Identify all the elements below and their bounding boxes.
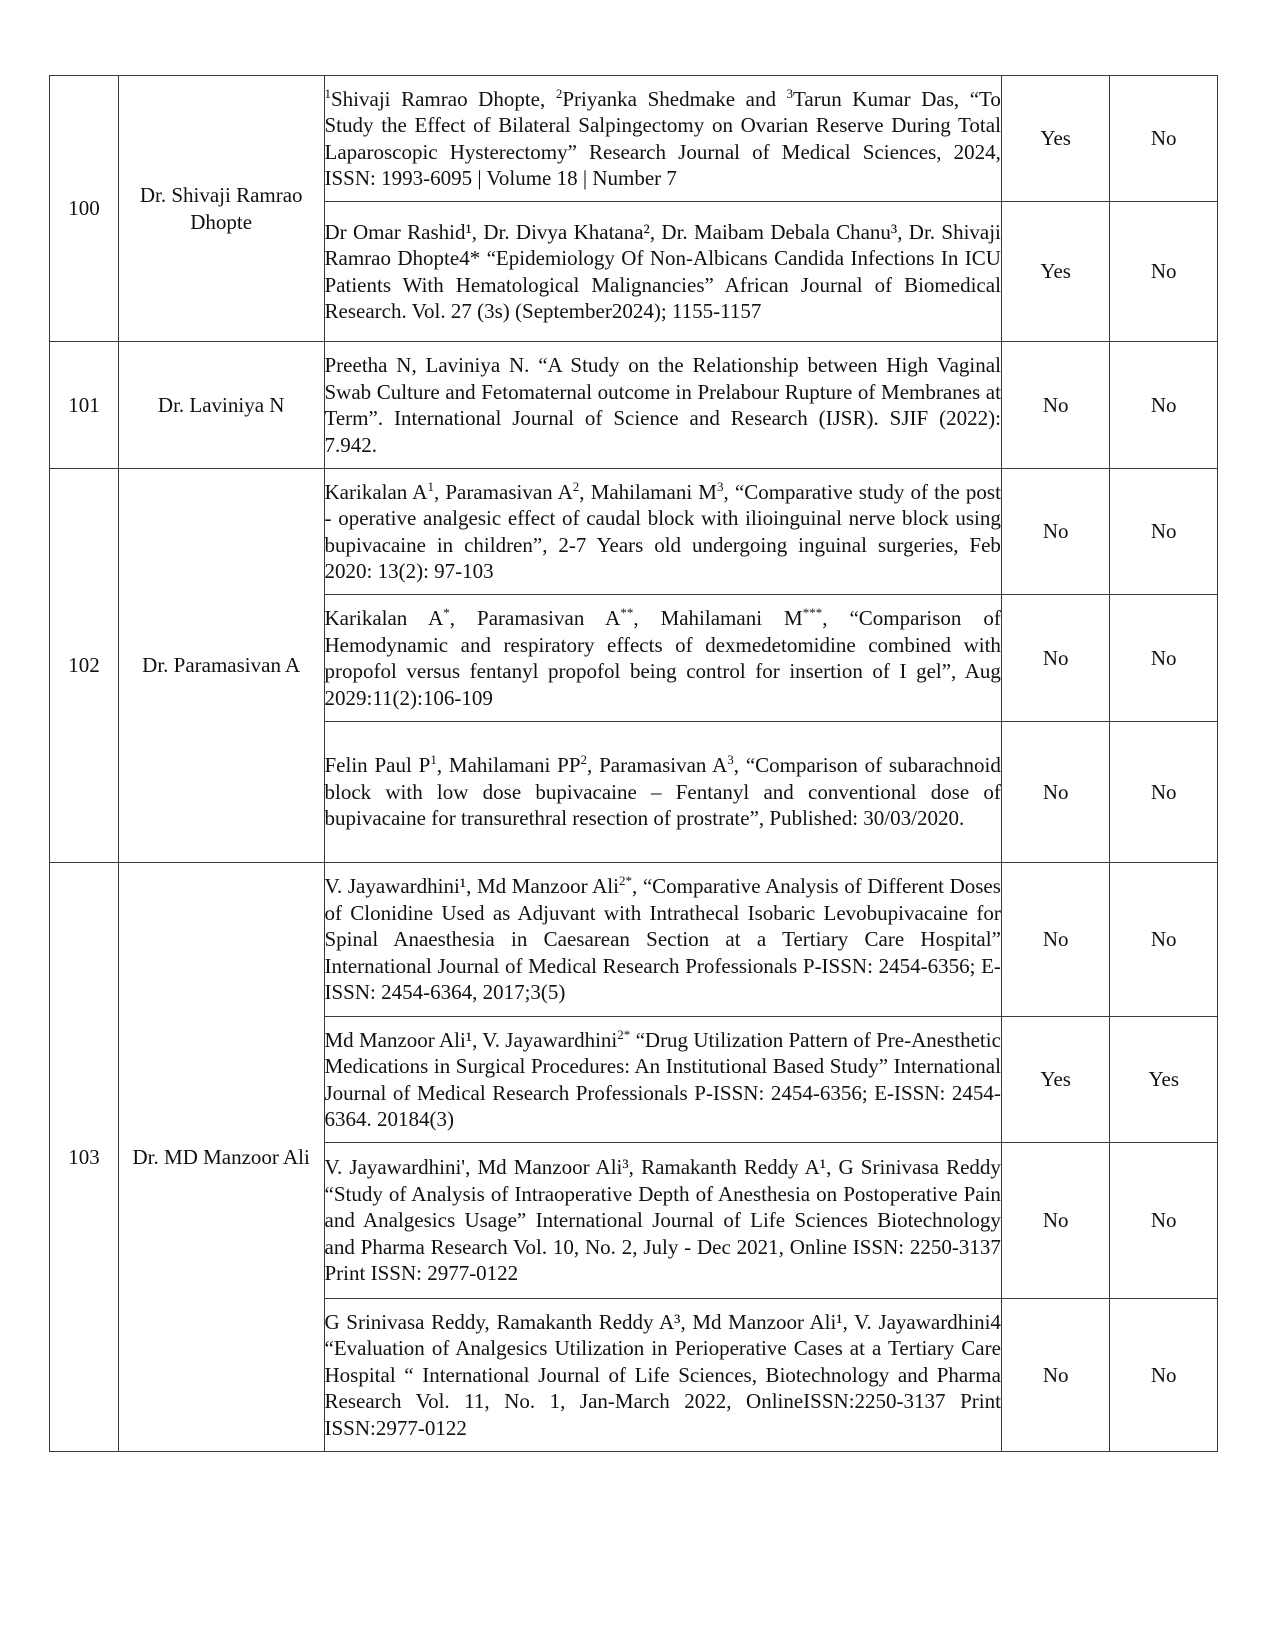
table-row (50, 863, 1218, 1017)
yes-no-cell: No (1110, 202, 1218, 342)
citation-cell: V. Jayawardhini¹, Md Manzoor Ali$^{2*}$, “Comparative Analysis of Different Doses of Clonidine Used as Adjuvant with Intrathecal Isobaric Levobupivacaine for Spinal Anaesthesia in Caesarean Section at a Tertiary Care Hospital” International Journal of Medical Research Professionals P-ISSN: 2454-6356; E-ISSN: 2454-6364, 2017;3(5) (324, 863, 1001, 1017)
citation-cell: Preetha N, Laviniya N. “A Study on the Relationship between High Vaginal Swab Culture and Fetomaternal outcome in Prelabour Rupture of Membranes at Term”. International Journal of Science and Research (IJSR). SJIF (2022): 7.942. (324, 342, 1001, 469)
citation-cell: G Srinivasa Reddy, Ramakanth Reddy A³, Md Manzoor Ali¹, V. Jayawardhini4 “Evaluation of Analgesics Utilization in Perioperative Cases at a Tertiary Care Hospital “ International Journal of Life Sciences, Biotechnology and Pharma Research Vol. 11, No. 1, Jan-March 2022, OnlineISSN:2250-3137 Print ISSN:2977-0122 (324, 1299, 1001, 1452)
yes-no-cell: Yes (1001, 1017, 1110, 1143)
yes-no-cell: No (1001, 1299, 1110, 1452)
citation-cell: V. Jayawardhini', Md Manzoor Ali³, Ramakanth Reddy A¹, G Srinivasa Reddy “Study of Analysis of Intraoperative Depth of Anesthesia on Postoperative Pain and Analgesics Usage” International Journal of Life Sciences Biotechnology and Pharma Research Vol. 10, No. 2, July - Dec 2021, Online ISSN: 2250-3137 Print ISSN: 2977-0122 (324, 1143, 1001, 1299)
citation-cell: Karikalan $A^1$, Paramasivan $A^2$, Mahilamani $M^3$, “Comparative study of the post - operative analgesic effect of caudal block with ilioinguinal nerve block using bupivacaine in children”, 2-7 Years old undergoing inguinal surgeries, Feb 2020: 13(2): 97-103 (324, 469, 1001, 595)
table-row (50, 342, 1218, 469)
faculty-name-cell: Dr. MD Manzoor Ali (118, 863, 324, 1452)
citation-cell: Dr Omar Rashid¹, Dr. Divya Khatana², Dr. Maibam Debala Chanu³, Dr. Shivaji Ramrao Dhopte4* “Epidemiology Of Non-Albicans Candida Infections In ICU Patients With Hematological Malignancies” African Journal of Biomedical Research. Vol. 27 (3s) (September2024); 1155-1157 (324, 202, 1001, 342)
yes-no-cell: Yes (1110, 1017, 1218, 1143)
citation-cell: $^1$Shivaji Ramrao Dhopte, $^2$Priyanka Shedmake and $^3$Tarun Kumar Das, “To Study the Effect of Bilateral Salpingectomy on Ovarian Reserve During Total Laparoscopic Hysterectomy” Research Journal of Medical Sciences, 2024, ISSN: 1993-6095 | Volume 18 | Number 7 (324, 76, 1001, 202)
publications-table (49, 75, 1218, 1452)
serial-number-cell: 101 (50, 342, 119, 469)
table-row (50, 76, 1218, 202)
publications-table-body (50, 76, 1218, 1452)
serial-number-cell: 102 (50, 469, 119, 863)
yes-no-cell: Yes (1001, 76, 1110, 202)
yes-no-cell: No (1110, 342, 1218, 469)
yes-no-cell: No (1001, 863, 1110, 1017)
yes-no-cell: No (1001, 722, 1110, 863)
yes-no-cell: No (1110, 722, 1218, 863)
serial-number-cell: 100 (50, 76, 119, 342)
yes-no-cell: No (1001, 595, 1110, 722)
faculty-name-cell: Dr. Shivaji Ramrao Dhopte (118, 76, 324, 342)
yes-no-cell: No (1110, 1299, 1218, 1452)
yes-no-cell: No (1110, 863, 1218, 1017)
faculty-name-cell: Dr. Paramasivan A (118, 469, 324, 863)
citation-cell: Md Manzoor Ali¹, V. Jayawardhini$^{2*}$ “Drug Utilization Pattern of Pre-Anesthetic Medications in Surgical Procedures: An Institutional Based Study” International Journal of Medical Research Professionals P-ISSN: 2454-6356; E-ISSN: 2454-6364. 20184(3) (324, 1017, 1001, 1143)
faculty-name-cell: Dr. Laviniya N (118, 342, 324, 469)
yes-no-cell: No (1110, 469, 1218, 595)
serial-number-cell: 103 (50, 863, 119, 1452)
citation-cell: Felin Paul $P^1$, Mahilamani $PP^2$, Paramasivan $A^3$, “Comparison of subarachnoid block with low dose bupivacaine – Fentanyl and conventional dose of bupivacaine for transurethral resection of prostrate”, Published: 30/03/2020. (324, 722, 1001, 863)
yes-no-cell: No (1110, 595, 1218, 722)
yes-no-cell: No (1001, 342, 1110, 469)
table-row (50, 469, 1218, 595)
yes-no-cell: No (1001, 469, 1110, 595)
citation-cell: Karikalan A*, Paramasivan A**, Mahilamani M***, “Comparison of Hemodynamic and respiratory effects of dexmedetomidine combined with propofol versus fentanyl propofol being control for insertion of I gel”, Aug 2029:11(2):106-109 (324, 595, 1001, 722)
yes-no-cell: No (1110, 76, 1218, 202)
yes-no-cell: No (1110, 1143, 1218, 1299)
yes-no-cell: Yes (1001, 202, 1110, 342)
yes-no-cell: No (1001, 1143, 1110, 1299)
